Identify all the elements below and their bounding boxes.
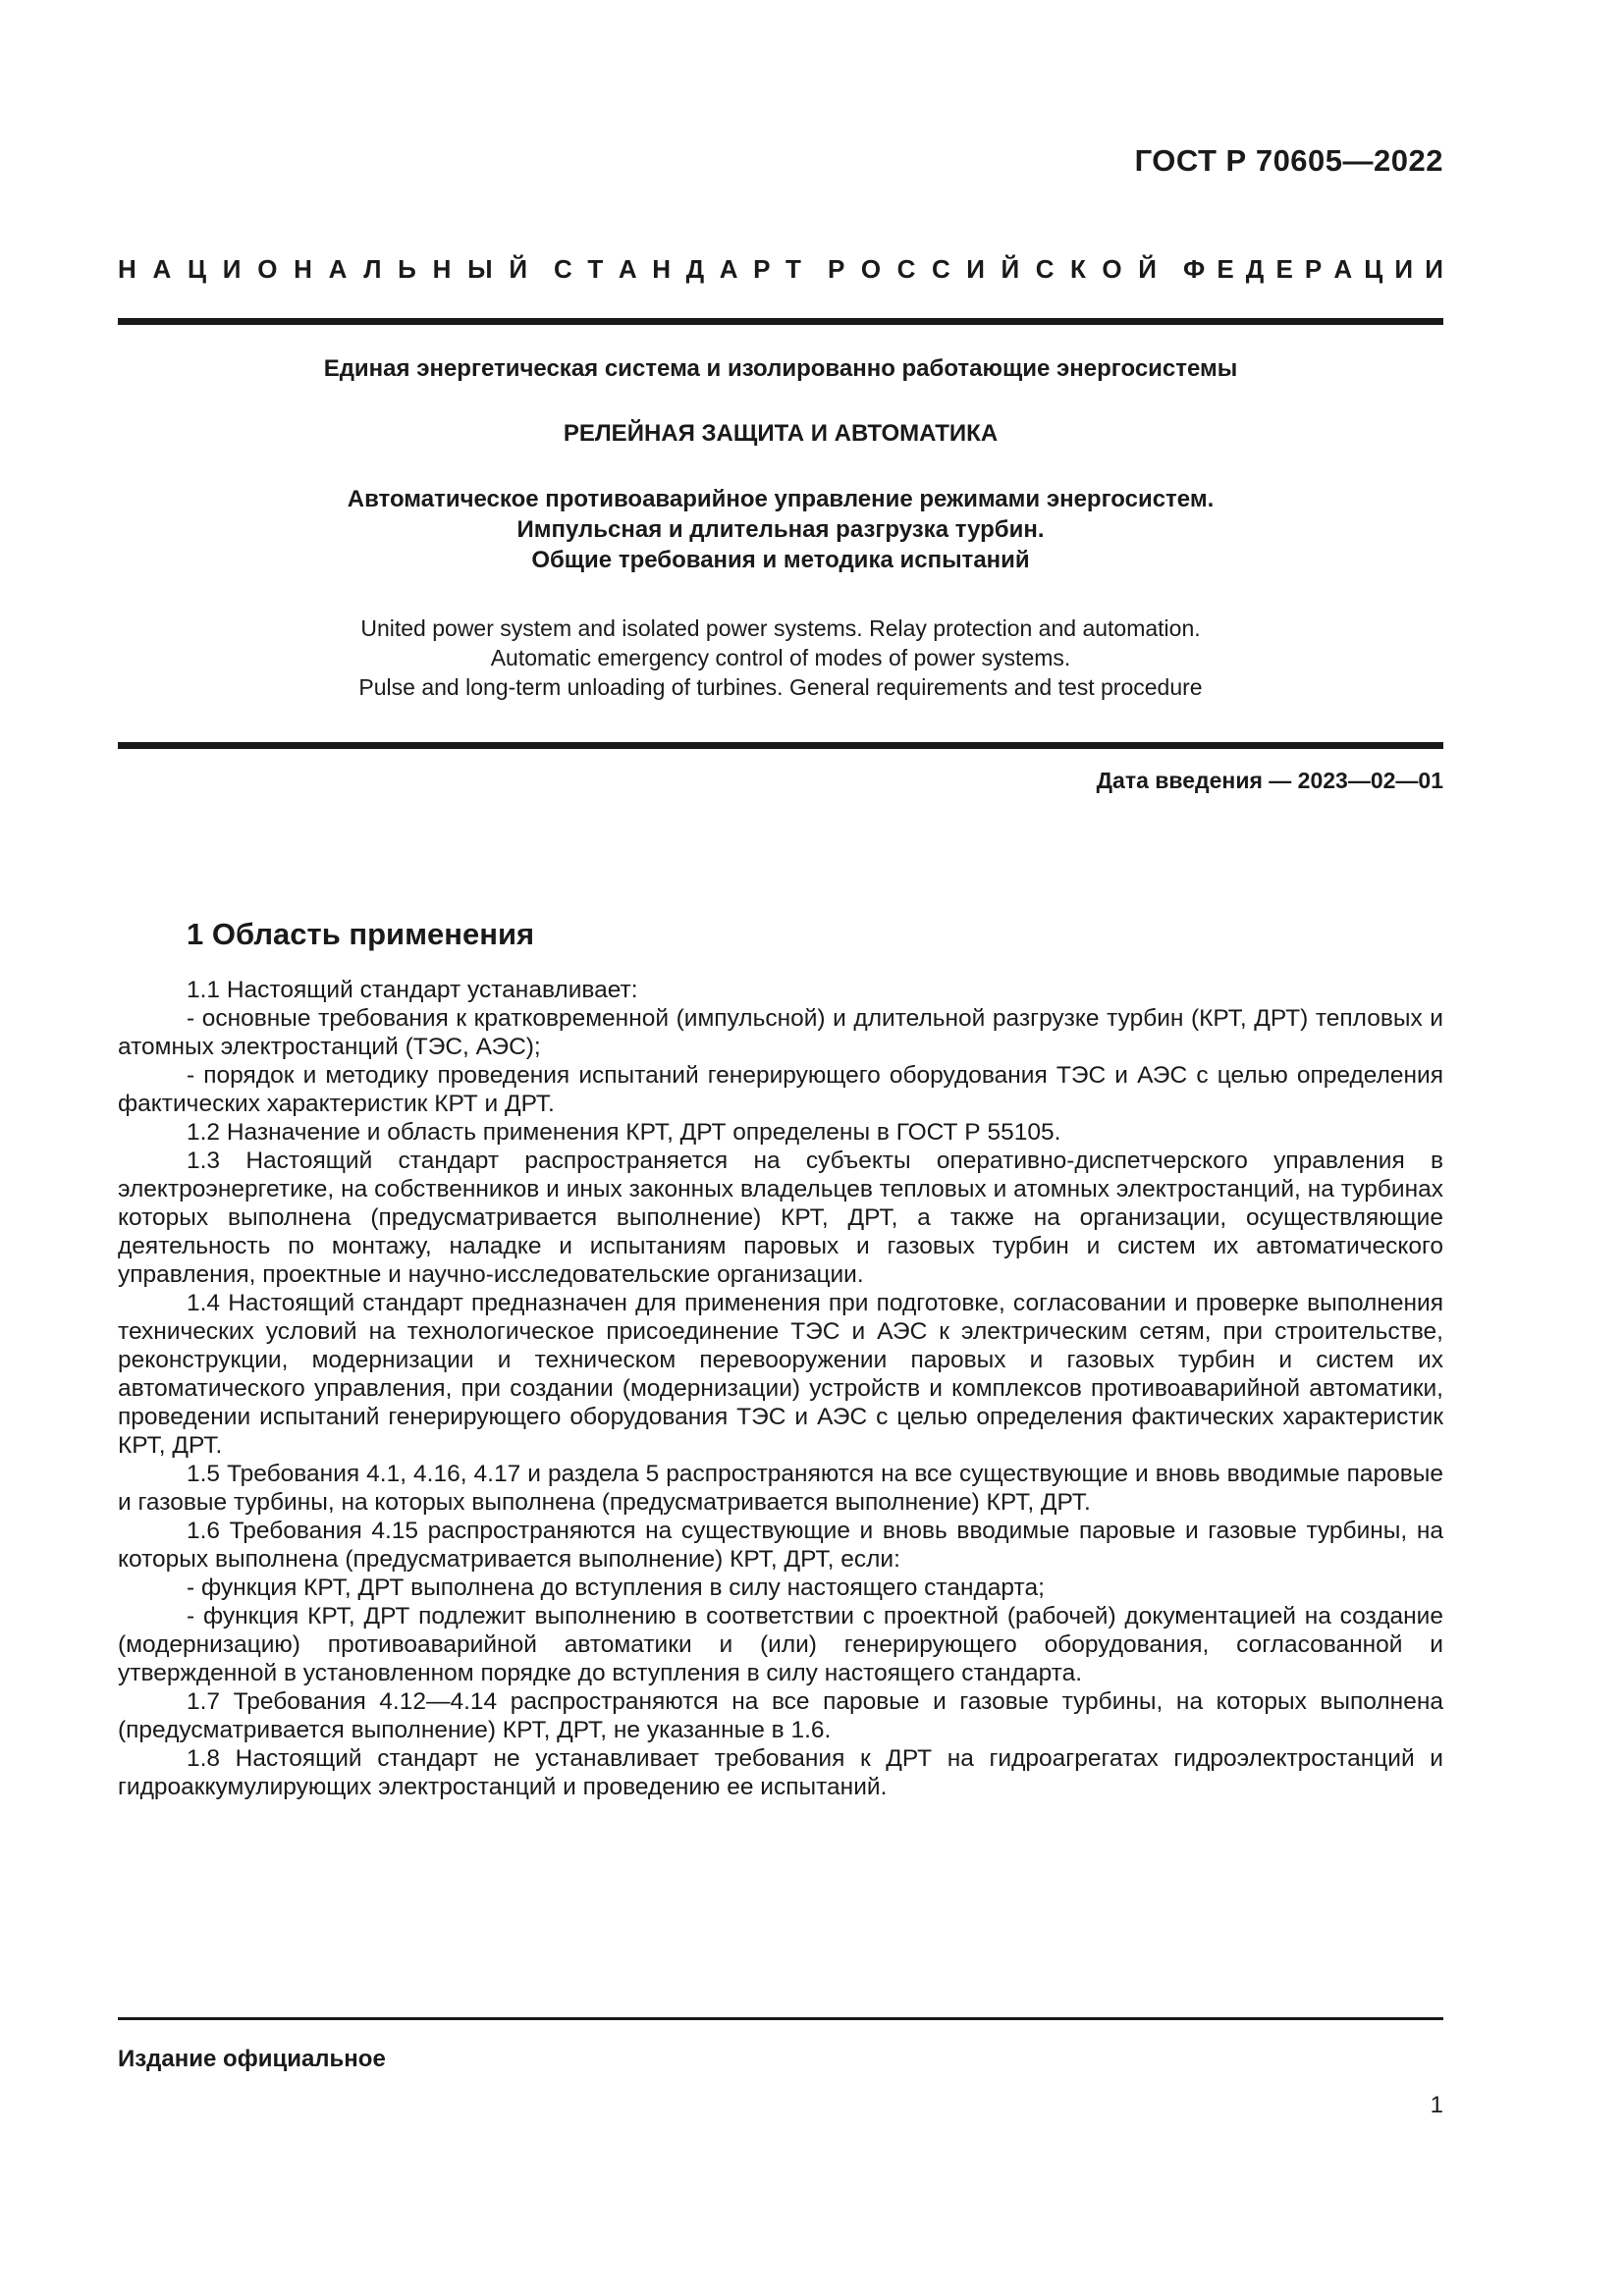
title-subtitle-line: Общие требования и методика испытаний bbox=[531, 547, 1030, 573]
list-item: - порядок и методику проведения испытаний генерирующего оборудования ТЭС и АЭС с целью определения фактических характеристик КРТ и ДРТ. bbox=[118, 1062, 1443, 1117]
top-divider bbox=[118, 318, 1443, 325]
banner-word: Н А Ц И О Н А Л Ь Н Ы Й bbox=[118, 254, 527, 284]
list-item: - функция КРТ, ДРТ выполнена до вступления в силу настоящего стандарта; bbox=[187, 1575, 1045, 1601]
title-main: РЕЛЕЙНАЯ ЗАЩИТА И АВТОМАТИКА bbox=[563, 420, 999, 447]
banner-word: С Т А Н Д А Р Т bbox=[554, 254, 801, 284]
title-system: Единая энергетическая система и изолированно работающие энергосистемы bbox=[323, 355, 1238, 382]
paragraph: 1.7 Требования 4.12—4.14 распространяются на все паровые и газовые турбины, на которых выполнена (предусматривается выполнение) КРТ, ДРТ, не указанные в 1.6. bbox=[118, 1688, 1443, 1743]
banner-word: Ф Е Д Е Р А Ц И И bbox=[1183, 254, 1443, 284]
paragraph: 1.2 Назначение и область применения КРТ, ДРТ определены в ГОСТ Р 55105. bbox=[187, 1119, 1061, 1146]
edition-label: Издание официальное bbox=[118, 2046, 386, 2072]
title-subtitle-line: Импульсная и длительная разгрузка турбин. bbox=[516, 516, 1045, 543]
paragraph: 1.8 Настоящий стандарт не устанавливает требования к ДРТ на гидроагрегатах гидроэлектростанций и гидроаккумулирующих электростанций и проведению ее испытаний. bbox=[118, 1745, 1443, 1800]
title-english-line: Automatic emergency control of modes of power systems. bbox=[490, 645, 1071, 670]
section-title: 1 Область применения bbox=[187, 917, 535, 951]
footer-divider bbox=[118, 2017, 1443, 2020]
paragraph: 1.3 Настоящий стандарт распространяется на субъекты оперативно-диспетчерского управления в электроэнергетике, на собственников и иных законных владельцев тепловых и атомных электростанций, на турбинах которых выполнена (предусматривается выполнение) КРТ, ДРТ, а также на организации, осуществляющие деятельность по монтажу, наладке и испытаниям паровых и газовых турбин и систем их автоматического управления, проектные и научно-исследовательские организации. bbox=[118, 1148, 1443, 1288]
banner-national-standard bbox=[118, 254, 1443, 285]
list-item: - функция КРТ, ДРТ подлежит выполнению в соответствии с проектной (рабочей) документацией на создание (модернизацию) противоаварийной автоматики и (или) генерирующего оборудования, согласованной и утвержденной в установленном порядке до вступления в силу настоящего стандарта. bbox=[118, 1603, 1443, 1686]
section-body bbox=[118, 976, 1443, 1801]
banner-word: Р О С С И Й С К О Й bbox=[828, 254, 1157, 284]
title-subtitle-line: Автоматическое противоаварийное управление режимами энергосистем. bbox=[347, 486, 1215, 512]
page-number: 1 bbox=[1430, 2092, 1443, 2118]
introduction-date: Дата введения — 2023—02—01 bbox=[1096, 768, 1443, 793]
list-item: - основные требования к кратковременной (импульсной) и длительной разгрузке турбин (КРТ, ДРТ) тепловых и атомных электростанций (ТЭС, АЭС); bbox=[118, 1005, 1443, 1060]
title-english-line: United power system and isolated power systems. Relay protection and automation. bbox=[360, 615, 1201, 641]
title-divider bbox=[118, 742, 1443, 749]
paragraph: 1.5 Требования 4.1, 4.16, 4.17 и раздела 5 распространяются на все существующие и вновь вводимые паровые и газовые турбины, на которых выполнена (предусматривается выполнение) КРТ, ДРТ. bbox=[118, 1461, 1443, 1516]
standard-code: ГОСТ Р 70605—2022 bbox=[1134, 143, 1443, 178]
paragraph: 1.1 Настоящий стандарт устанавливает: bbox=[187, 977, 638, 1003]
paragraph: 1.4 Настоящий стандарт предназначен для применения при подготовке, согласовании и проверке выполнения технических условий на технологическое присоединение ТЭС и АЭС к электрическим сетям, при строительстве, реконструкции, модернизации и техническом перевооружении паровых и газовых турбин и систем их автоматического управления, при создании (модернизации) устройств и комплексов противоаварийной автоматики, проведении испытаний генерирующего оборудования ТЭС и АЭС с целью определения фактических характеристик КРТ, ДРТ. bbox=[118, 1290, 1443, 1459]
paragraph: 1.6 Требования 4.15 распространяются на существующие и вновь вводимые паровые и газовые турбины, на которых выполнена (предусматривается выполнение) КРТ, ДРТ, если: bbox=[118, 1518, 1443, 1573]
title-english-line: Pulse and long-term unloading of turbines. General requirements and test procedure bbox=[358, 674, 1203, 700]
